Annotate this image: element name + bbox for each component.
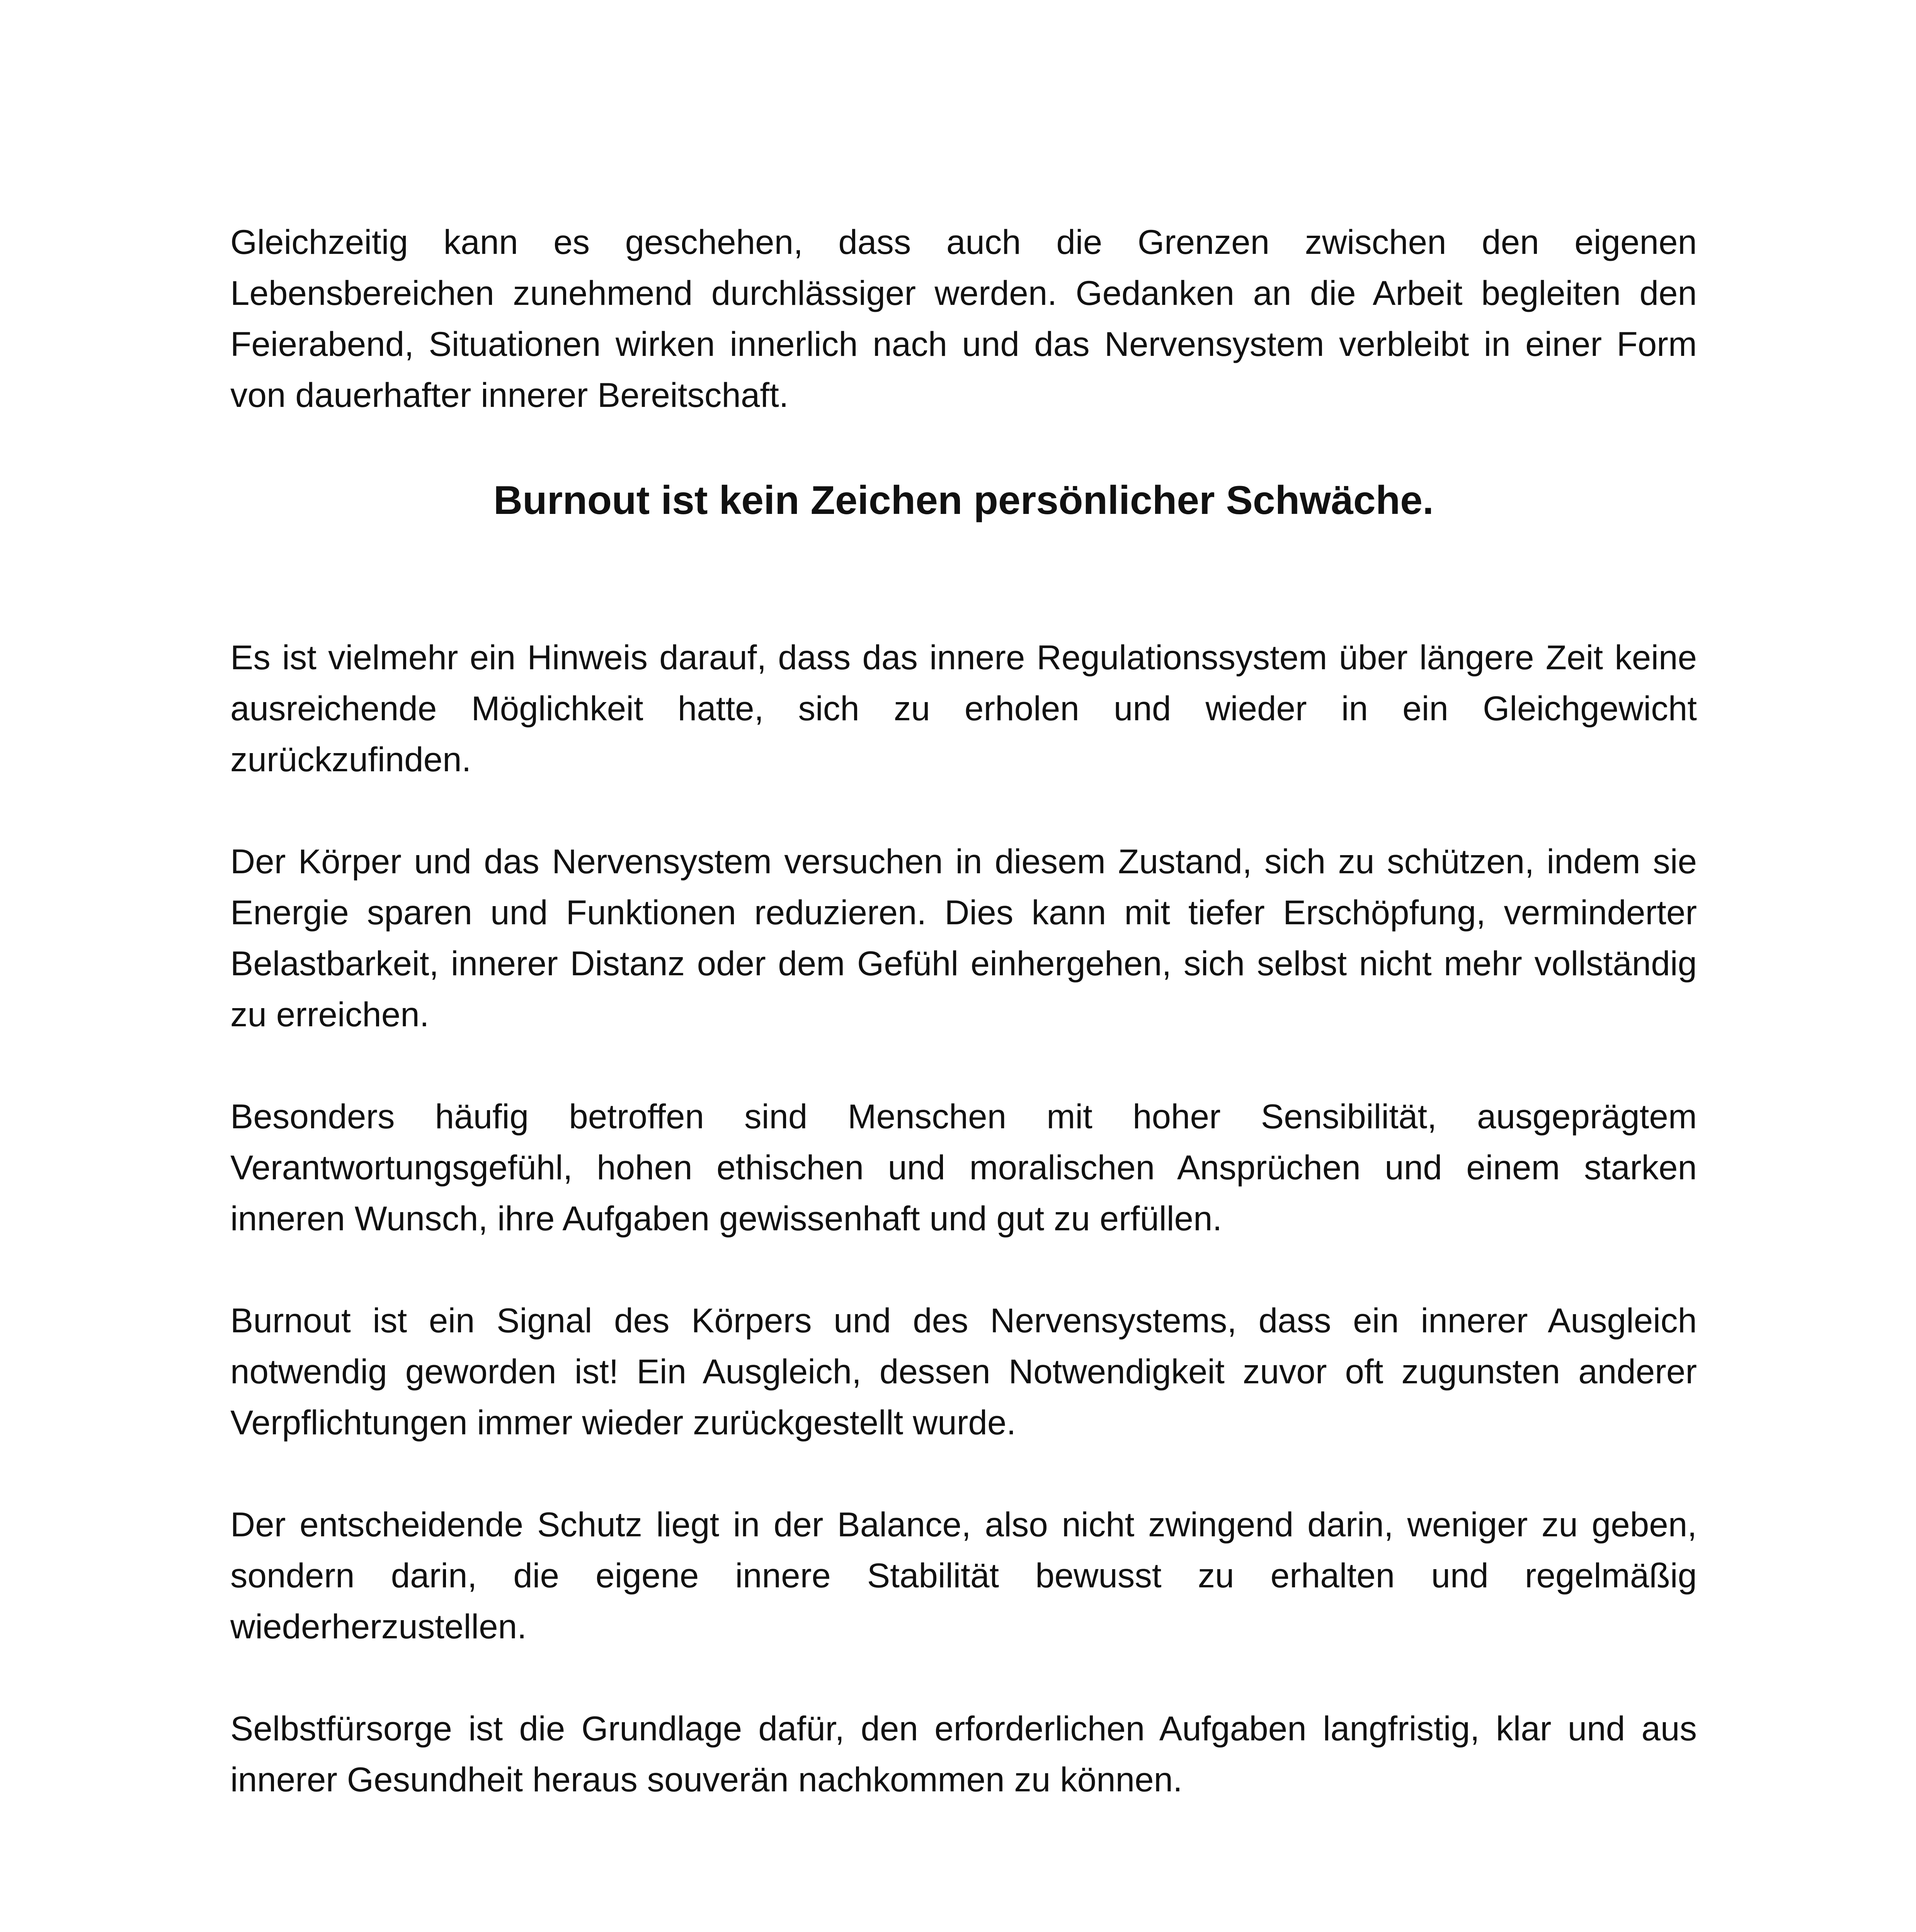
body-paragraph-1: Es ist vielmehr ein Hinweis darauf, dass das innere Regulationssystem über längere Zeit keine ausreichende Möglichkeit hatte, sich zu erholen und wieder in ein Gleichgewicht zurückzufinden. xyxy=(230,638,1697,779)
intro-paragraph: Gleichzeitig kann es geschehen, dass auch die Grenzen zwischen den eigenen Lebensbereichen zunehmend durchlässiger werden. Gedanken an die Arbeit begleiten den Feierabend, Situationen wirken innerlich nach und das Nervensystem verbleibt in einer Form von dauerhafter innerer Bereitschaft. xyxy=(230,223,1697,414)
body-paragraph-3: Besonders häufig betroffen sind Menschen mit hoher Sensibilität, ausgeprägtem Verantwortungsgefühl, hohen ethischen und moralischen Ansprüchen und einem starken inneren Wunsch, ihre Aufgaben gewissenhaft und gut zu erfüllen. xyxy=(230,1097,1697,1238)
body-paragraph-6: Selbstfürsorge ist die Grundlage dafür, den erforderlichen Aufgaben langfristig, klar und aus innerer Gesundheit heraus souverän nachkommen zu können. xyxy=(230,1709,1697,1799)
body-paragraph-2: Der Körper und das Nervensystem versuchen in diesem Zustand, sich zu schützen, indem sie Energie sparen und Funktionen reduzieren. Dies kann mit tiefer Erschöpfung, verminderter Belastbarkeit, innerer Distanz oder dem Gefühl einhergehen, sich selbst nicht mehr vollständig zu erreichen. xyxy=(230,842,1697,1034)
page-body xyxy=(230,216,1697,1856)
body-paragraph-5: Der entscheidende Schutz liegt in der Balance, also nicht zwingend darin, weniger zu geben, sondern darin, die eigene innere Stabilität bewusst zu erhalten und regelmäßig wiederherzustellen. xyxy=(230,1505,1697,1646)
body-paragraph-4: Burnout ist ein Signal des Körpers und des Nervensystems, dass ein innerer Ausgleich notwendig geworden ist! Ein Ausgleich, dessen Notwendigkeit zuvor oft zugunsten anderer Verpflichtungen immer wieder zurückgestellt wurde. xyxy=(230,1301,1697,1442)
section-heading: Burnout ist kein Zeichen persönlicher Schwäche. xyxy=(493,478,1434,523)
